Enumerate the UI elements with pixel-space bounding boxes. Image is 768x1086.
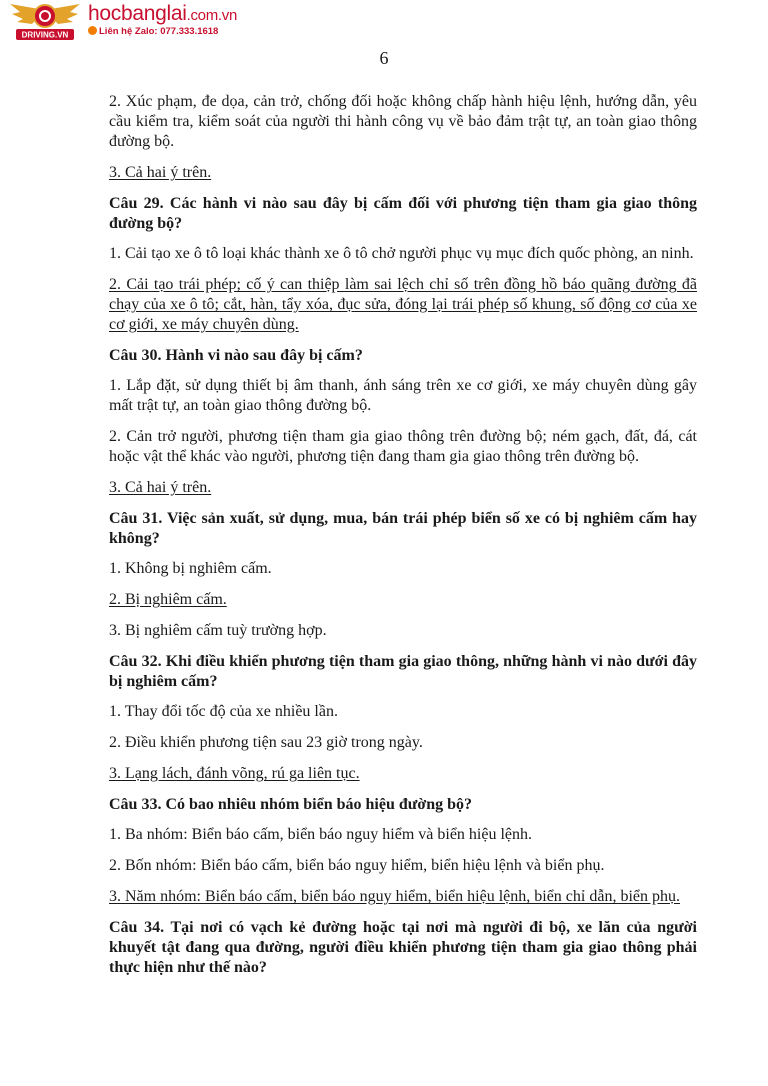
answer-option: 1. Ba nhóm: Biển báo cấm, biển báo nguy hiểm và biển hiệu lệnh. xyxy=(109,826,533,843)
site-header xyxy=(0,0,240,44)
correct-answer: 3. Cả hai ý trên. xyxy=(109,479,212,496)
driving-logo-icon xyxy=(6,2,84,42)
answer-option: 1. Không bị nghiêm cấm. xyxy=(109,560,272,577)
contact-line xyxy=(88,26,218,37)
answer-option: 1. Lắp đặt, sử dụng thiết bị âm thanh, ánh sáng trên xe cơ giới, xe máy chuyên dùng gây mất trật tự, an toàn giao thông đường bộ. xyxy=(109,377,697,414)
correct-answer: 3. Lạng lách, đánh võng, rú ga liên tục. xyxy=(109,765,360,782)
question-text: Câu 31. Việc sản xuất, sử dụng, mua, bán trái phép biển số xe có bị nghiêm cấm hay không? xyxy=(109,510,697,547)
correct-answer: 2. Cải tạo trái phép; cố ý can thiệp làm sai lệch chỉ số trên đồng hồ báo quãng đường đã chạy của xe ô tô; cắt, hàn, tẩy xóa, đục sửa, đóng lại trái phép số khung, số động cơ của xe cơ giới, xe máy chuyên dùng. xyxy=(109,276,697,333)
correct-answer: 3. Năm nhóm: Biển báo cấm, biển báo nguy hiểm, biển hiệu lệnh, biển chỉ dẫn, biển phụ. xyxy=(109,888,680,905)
question-text: Câu 33. Có bao nhiêu nhóm biển báo hiệu đường bộ? xyxy=(109,796,473,813)
answer-option: 2. Điều khiển phương tiện sau 23 giờ trong ngày. xyxy=(109,734,423,751)
answer-option: 3. Bị nghiêm cấm tuỳ trường hợp. xyxy=(109,622,327,639)
page-number: 6 xyxy=(379,48,389,68)
answer-option: 1. Thay đổi tốc độ của xe nhiều lần. xyxy=(109,703,338,720)
question-text: Câu 30. Hành vi nào sau đây bị cấm? xyxy=(109,347,363,364)
answer-option: 2. Xúc phạm, đe dọa, cản trở, chống đối hoặc không chấp hành hiệu lệnh, hướng dẫn, yêu cầu kiểm tra, kiểm soát của người thi hành công vụ về bảo đảm trật tự, an toàn giao thông đường bộ. xyxy=(109,93,697,150)
answer-option: 2. Cản trở người, phương tiện tham gia giao thông trên đường bộ; ném gạch, đất, đá, cát hoặc vật thể khác vào người, phương tiện đang tham gia giao thông trên đường bộ. xyxy=(109,428,697,465)
question-text: Câu 34. Tại nơi có vạch kẻ đường hoặc tại nơi mà người đi bộ, xe lăn của người khuyết tật đang qua đường, người điều khiển phương tiện tham gia giao thông phải thực hiện như thế nào? xyxy=(109,919,697,976)
correct-answer: 3. Cả hai ý trên. xyxy=(109,164,212,181)
correct-answer: 2. Bị nghiêm cấm. xyxy=(109,591,227,608)
site-name-main: hocbanglai xyxy=(88,2,187,25)
question-text: Câu 29. Các hành vi nào sau đây bị cấm đối với phương tiện tham gia giao thông đường bộ? xyxy=(109,195,697,232)
answer-option: 1. Cải tạo xe ô tô loại khác thành xe ô tô chở người phục vụ mục đích quốc phòng, an ninh. xyxy=(109,245,694,262)
question-text: Câu 32. Khi điều khiển phương tiện tham gia giao thông, những hành vi nào dưới đây bị nghiêm cấm? xyxy=(109,653,697,690)
phone-icon xyxy=(88,26,97,35)
contact-text: Liên hệ Zalo: 077.333.1618 xyxy=(99,26,219,37)
document-body xyxy=(109,92,697,988)
badge-text: DRIVING.VN xyxy=(21,30,69,40)
site-name xyxy=(88,2,237,26)
answer-option: 2. Bốn nhóm: Biển báo cấm, biển báo nguy hiểm, biển hiệu lệnh và biển phụ. xyxy=(109,857,605,874)
site-name-tld: .com.vn xyxy=(186,7,238,24)
